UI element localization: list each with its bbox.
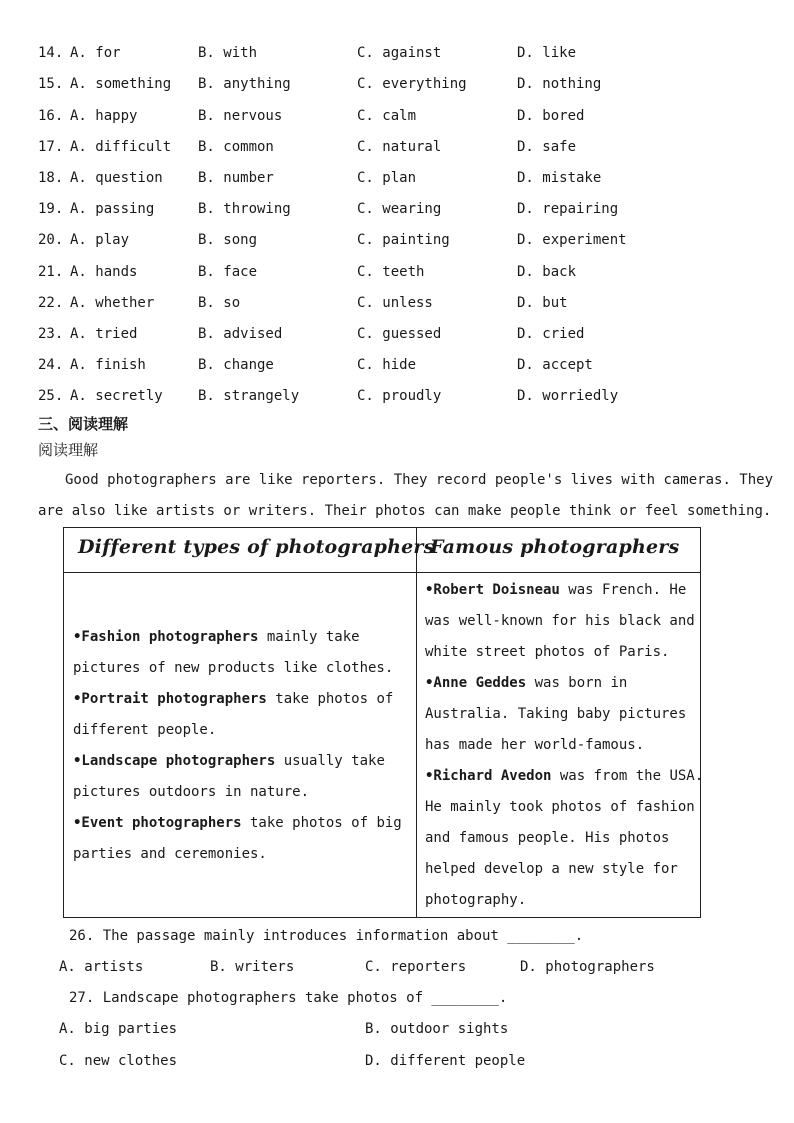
photographer-desc: was from the USA. bbox=[551, 768, 704, 784]
table-header-types: Different types of photographers bbox=[78, 536, 435, 558]
option-d: D. mistake bbox=[517, 170, 602, 186]
question-26-options bbox=[59, 957, 679, 977]
question-number: 19. bbox=[38, 201, 64, 217]
option-a: A. tried bbox=[70, 326, 138, 342]
list-item-cont: He mainly took photos of fashion bbox=[425, 799, 695, 815]
famous-cell bbox=[425, 575, 704, 916]
list-item bbox=[73, 808, 409, 839]
option-a: A. for bbox=[70, 45, 121, 61]
question-number: 14. bbox=[38, 45, 64, 61]
option-d: D. bored bbox=[517, 108, 585, 124]
option-c: C. everything bbox=[357, 76, 467, 92]
option-d: D. cried bbox=[517, 326, 585, 342]
option-a: A. passing bbox=[70, 201, 155, 217]
question-number: 18. bbox=[38, 170, 64, 186]
photographer-name: •Richard Avedon bbox=[425, 768, 552, 784]
option-a: A. happy bbox=[70, 108, 138, 124]
option-d: D. nothing bbox=[517, 76, 602, 92]
question-26-stem: 26. The passage mainly introduces information about ________. bbox=[69, 928, 584, 944]
option-a: A. finish bbox=[70, 357, 146, 373]
passage-line: are also like artists or writers. Their photos can make people think or feel something. bbox=[38, 503, 772, 519]
question-number: 25. bbox=[38, 388, 64, 404]
option-b: B. nervous bbox=[198, 108, 283, 124]
option-b: B. advised bbox=[198, 326, 283, 342]
table-divider bbox=[416, 528, 417, 917]
option-a: A. hands bbox=[70, 264, 138, 280]
list-item-cont: has made her world-famous. bbox=[425, 737, 645, 753]
list-item bbox=[73, 684, 409, 715]
type-desc: take photos of big bbox=[241, 815, 402, 831]
option-b: B. so bbox=[198, 295, 241, 311]
option-b: B. face bbox=[198, 264, 258, 280]
question-number: 15. bbox=[38, 76, 64, 92]
option-a: A. artists bbox=[59, 959, 144, 975]
table-header-famous: Famous photographers bbox=[430, 536, 680, 558]
table-divider bbox=[64, 572, 700, 573]
list-item-cont: was well-known for his black and bbox=[425, 613, 695, 629]
option-c: C. wearing bbox=[357, 201, 442, 217]
type-name: •Landscape photographers bbox=[73, 753, 276, 769]
option-b: B. writers bbox=[210, 959, 295, 975]
option-d: D. photographers bbox=[520, 959, 655, 975]
types-cell bbox=[73, 622, 409, 870]
option-b: B. song bbox=[198, 232, 258, 248]
option-a: A. play bbox=[70, 232, 130, 248]
option-d: D. safe bbox=[517, 139, 577, 155]
option-b: B. with bbox=[198, 45, 258, 61]
list-item-cont: Australia. Taking baby pictures bbox=[425, 706, 687, 722]
question-27-options-row2 bbox=[59, 1051, 679, 1071]
type-name: •Event photographers bbox=[73, 815, 242, 831]
option-a: A. big parties bbox=[59, 1021, 178, 1037]
option-b: B. outdoor sights bbox=[365, 1021, 509, 1037]
option-c: C. teeth bbox=[357, 264, 425, 280]
option-d: D. worriedly bbox=[517, 388, 619, 404]
option-c: C. proudly bbox=[357, 388, 442, 404]
list-item-cont: photography. bbox=[425, 892, 527, 908]
section-subheading: 阅读理解 bbox=[38, 441, 99, 459]
passage-line: Good photographers are like reporters. They record people's lives with cameras. They bbox=[65, 472, 774, 488]
option-b: B. change bbox=[198, 357, 274, 373]
option-a: A. secretly bbox=[70, 388, 163, 404]
option-b: B. throwing bbox=[198, 201, 291, 217]
photographers-table bbox=[63, 527, 704, 918]
question-number: 24. bbox=[38, 357, 64, 373]
passage-paragraph bbox=[38, 465, 774, 527]
option-c: C. new clothes bbox=[59, 1053, 178, 1069]
type-name: •Portrait photographers bbox=[73, 691, 267, 707]
type-desc: take photos of bbox=[266, 691, 394, 707]
option-c: C. guessed bbox=[357, 326, 442, 342]
option-c: C. natural bbox=[357, 139, 442, 155]
list-item-cont: white street photos of Paris. bbox=[425, 644, 670, 660]
list-item-cont: pictures outdoors in nature. bbox=[73, 784, 310, 800]
option-d: D. accept bbox=[517, 357, 593, 373]
option-c: C. plan bbox=[357, 170, 417, 186]
option-b: B. anything bbox=[198, 76, 291, 92]
option-b: B. common bbox=[198, 139, 274, 155]
question-number: 17. bbox=[38, 139, 64, 155]
question-number: 16. bbox=[38, 108, 64, 124]
type-name: •Fashion photographers bbox=[73, 629, 259, 645]
option-a: A. whether bbox=[70, 295, 155, 311]
option-a: A. something bbox=[70, 76, 172, 92]
option-d: D. but bbox=[517, 295, 568, 311]
list-item-cont: parties and ceremonies. bbox=[73, 846, 267, 862]
type-desc: usually take bbox=[275, 753, 385, 769]
list-item-cont: and famous people. His photos bbox=[425, 830, 670, 846]
photographer-name: •Anne Geddes bbox=[425, 675, 527, 691]
photographer-name: •Robert Doisneau bbox=[425, 582, 560, 598]
list-item-cont: pictures of new products like clothes. bbox=[73, 660, 394, 676]
list-item bbox=[73, 746, 409, 777]
option-d: D. different people bbox=[365, 1053, 526, 1069]
photographer-desc: was French. He bbox=[559, 582, 687, 598]
question-27-options-row1 bbox=[59, 1019, 679, 1039]
option-c: C. painting bbox=[357, 232, 450, 248]
question-number: 23. bbox=[38, 326, 64, 342]
option-d: D. like bbox=[517, 45, 577, 61]
option-d: D. back bbox=[517, 264, 577, 280]
option-c: C. unless bbox=[357, 295, 433, 311]
photographer-desc: was born in bbox=[526, 675, 628, 691]
option-d: D. repairing bbox=[517, 201, 619, 217]
question-27-stem: 27. Landscape photographers take photos of ________. bbox=[69, 990, 508, 1006]
option-c: C. against bbox=[357, 45, 442, 61]
option-c: C. calm bbox=[357, 108, 417, 124]
option-c: C. reporters bbox=[365, 959, 467, 975]
section-heading: 三、阅读理解 bbox=[38, 415, 129, 433]
option-c: C. hide bbox=[357, 357, 417, 373]
option-b: B. strangely bbox=[198, 388, 300, 404]
list-item bbox=[425, 575, 697, 606]
option-a: A. difficult bbox=[70, 139, 172, 155]
option-d: D. experiment bbox=[517, 232, 627, 248]
type-desc: mainly take bbox=[258, 629, 360, 645]
question-number: 20. bbox=[38, 232, 64, 248]
list-item bbox=[425, 668, 697, 699]
question-number: 21. bbox=[38, 264, 64, 280]
list-item bbox=[425, 761, 704, 792]
list-item-cont: helped develop a new style for bbox=[425, 861, 678, 877]
list-item bbox=[73, 622, 409, 653]
option-b: B. number bbox=[198, 170, 274, 186]
option-a: A. question bbox=[70, 170, 163, 186]
question-number: 22. bbox=[38, 295, 64, 311]
list-item-cont: different people. bbox=[73, 722, 217, 738]
